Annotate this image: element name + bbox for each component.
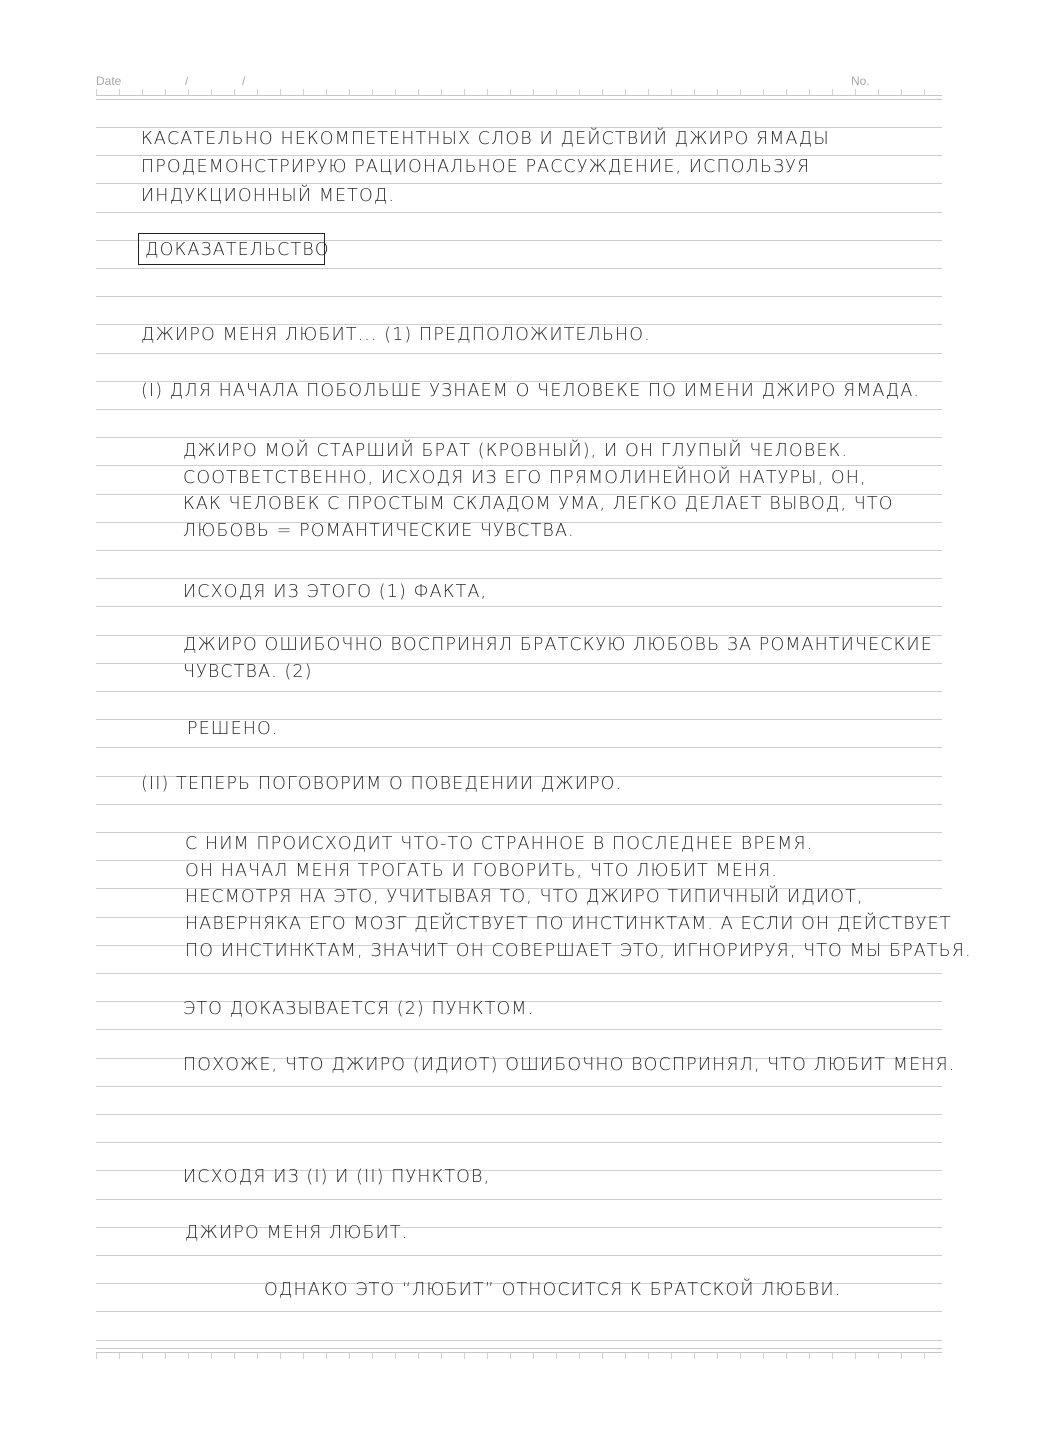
ruler-tick — [510, 1353, 511, 1359]
ruled-line — [96, 606, 942, 607]
part1-premise: ИСХОДЯ ИЗ ЭТОГО (1) ФАКТА, — [183, 582, 488, 602]
ruled-line — [96, 804, 942, 805]
part1-solved: РЕШЕНО. — [187, 719, 279, 739]
date-label: Date — [96, 74, 122, 88]
part1-conclusion-line: ДЖИРО ОШИБОЧНО ВОСПРИНЯЛ БРАТСКУЮ ЛЮБОВЬ ЗА РОМАНТИЧЕСКИЕ — [183, 635, 933, 655]
part1-paragraph-line: ДЖИРО МОЙ СТАРШИЙ БРАТ (КРОВНЫЙ), И ОН ГЛУПЫЙ ЧЕЛОВЕК. — [183, 441, 849, 461]
ruled-line — [96, 1142, 942, 1143]
ruler-tick — [326, 1353, 327, 1359]
ruler-tick — [165, 1353, 166, 1359]
ruler-tick — [832, 1353, 833, 1359]
ruled-line — [96, 127, 942, 128]
ruled-line — [96, 155, 942, 156]
ruled-line — [96, 747, 942, 748]
intro-line: ИНДУКЦИОННЫЙ МЕТОД. — [141, 186, 396, 206]
ruled-line — [96, 832, 942, 833]
ruler-tick — [418, 1353, 419, 1359]
date-separator: / — [185, 74, 189, 88]
part2-paragraph-line: С НИМ ПРОИСХОДИТ ЧТО-ТО СТРАННОЕ В ПОСЛЕДНЕЕ ВРЕМЯ. — [185, 834, 814, 854]
ruled-line — [96, 1311, 942, 1312]
ruled-line — [96, 212, 942, 213]
header-rule — [96, 95, 942, 96]
ruler-tick — [579, 1353, 580, 1359]
ruler-tick — [441, 1353, 442, 1359]
header-rule — [96, 99, 942, 100]
ruler-tick — [280, 1353, 281, 1359]
part1-paragraph-line: СООТВЕТСТВЕННО, ИСХОДЯ ИЗ ЕГО ПРЯМОЛИНЕЙНОЙ НАТУРЫ, ОН, — [183, 468, 867, 488]
ruler-tick — [809, 1353, 810, 1359]
part2-paragraph-line: ОН НАЧАЛ МЕНЯ ТРОГАТЬ И ГОВОРИТЬ, ЧТО ЛЮБИТ МЕНЯ. — [185, 861, 779, 881]
final-premise: ИСХОДЯ ИЗ (I) И (II) ПУНКТОВ, — [183, 1167, 491, 1187]
ruled-line — [96, 1340, 942, 1341]
proof-title: ДОКАЗАТЕЛЬСТВО — [145, 240, 330, 260]
part1-conclusion-line: ЧУВСТВА. (2) — [183, 662, 313, 682]
ruler-tick — [648, 1353, 649, 1359]
ruler-tick — [671, 1353, 672, 1359]
ruler-tick — [786, 1353, 787, 1359]
ruler-tick — [188, 1353, 189, 1359]
footer-rule — [96, 1348, 942, 1349]
ruled-line — [96, 409, 942, 410]
intro-line: КАСАТЕЛЬНО НЕКОМПЕТЕНТНЫХ СЛОВ И ДЕЙСТВИЙ ДЖИРО ЯМАДЫ — [141, 129, 830, 149]
ruled-line — [96, 353, 942, 354]
ruler-tick — [96, 1353, 97, 1359]
ruler-tick — [717, 1353, 718, 1359]
ruled-line — [96, 437, 942, 438]
ruler-tick — [763, 1353, 764, 1359]
part2-paragraph-line: НАВЕРНЯКА ЕГО МОЗГ ДЕЙСТВУЕТ ПО ИНСТИНКТАМ. А ЕСЛИ ОН ДЕЙСТВУЕТ — [185, 914, 952, 934]
ruler-tick — [349, 1353, 350, 1359]
part1-paragraph-line: ЛЮБОВЬ = РОМАНТИЧЕСКИЕ ЧУВСТВА. — [183, 521, 575, 541]
date-separator: / — [242, 74, 246, 88]
ruler-tick — [487, 1353, 488, 1359]
part2-paragraph-line: ПО ИНСТИНКТАМ, ЗНАЧИТ ОН СОВЕРШАЕТ ЭТО, ИГНОРИРУЯ, ЧТО МЫ БРАТЬЯ. — [185, 941, 972, 961]
ruled-line — [96, 1114, 942, 1115]
ruled-line — [96, 550, 942, 551]
ruler-tick — [855, 1353, 856, 1359]
ruler-tick — [257, 1353, 258, 1359]
ruler-tick — [625, 1353, 626, 1359]
ruler-tick — [533, 1353, 534, 1359]
ruler-tick — [372, 1353, 373, 1359]
thesis: ДЖИРО МЕНЯ ЛЮБИТ... (1) ПРЕДПОЛОЖИТЕЛЬНО. — [141, 325, 651, 345]
ruler-tick — [556, 1353, 557, 1359]
part1-heading: (I) ДЛЯ НАЧАЛА ПОБОЛЬШЕ УЗНАЕМ О ЧЕЛОВЕКЕ ПО ИМЕНИ ДЖИРО ЯМАДА. — [141, 381, 921, 401]
part2-heading: (II) ТЕПЕРЬ ПОГОВОРИМ О ПОВЕДЕНИИ ДЖИРО. — [141, 774, 623, 794]
ruled-line — [96, 1199, 942, 1200]
ruler-tick — [142, 1353, 143, 1359]
part1-paragraph-line: КАК ЧЕЛОВЕК С ПРОСТЫМ СКЛАДОМ УМА, ЛЕГКО ДЕЛАЕТ ВЫВОД, ЧТО — [183, 494, 894, 514]
ruled-line — [96, 296, 942, 297]
ruler-tick — [924, 1353, 925, 1359]
ruler-tick — [901, 1353, 902, 1359]
ruled-line — [96, 1086, 942, 1087]
ruled-line — [96, 578, 942, 579]
ruler-tick — [694, 1353, 695, 1359]
ruled-line — [96, 1029, 942, 1030]
ruled-line — [96, 183, 942, 184]
ruled-line — [96, 465, 942, 466]
ruled-line — [96, 268, 942, 269]
intro-line: ПРОДЕМОНСТРИРУЮ РАЦИОНАЛЬНОЕ РАССУЖДЕНИЕ, ИСПОЛЬЗУЯ — [141, 157, 811, 177]
ruled-line — [96, 1255, 942, 1256]
part2-paragraph-line: НЕСМОТРЯ НА ЭТО, УЧИТЫВАЯ ТО, ЧТО ДЖИРО ТИПИЧНЫЙ ИДИОТ, — [185, 887, 864, 907]
final-result: ДЖИРО МЕНЯ ЛЮБИТ. — [185, 1223, 409, 1243]
ruled-line — [96, 973, 942, 974]
ruler-tick — [234, 1353, 235, 1359]
ruler-tick — [395, 1353, 396, 1359]
footer-ruler — [96, 1353, 942, 1359]
ruler-tick — [740, 1353, 741, 1359]
final-note: ОДНАКО ЭТО “ЛЮБИТ” ОТНОСИТСЯ К БРАТСКОЙ ЛЮБВИ. — [264, 1280, 842, 1300]
ruler-tick — [211, 1353, 212, 1359]
ruler-tick — [878, 1353, 879, 1359]
number-label: No. — [851, 74, 870, 88]
ruler-tick — [602, 1353, 603, 1359]
ruler-tick — [464, 1353, 465, 1359]
part2-proof-ref: ЭТО ДОКАЗЫВАЕТСЯ (2) ПУНКТОМ. — [183, 999, 535, 1019]
part2-conclusion: ПОХОЖЕ, ЧТО ДЖИРО (ИДИОТ) ОШИБОЧНО ВОСПРИНЯЛ, ЧТО ЛЮБИТ МЕНЯ. — [183, 1055, 956, 1075]
ruler-tick — [303, 1353, 304, 1359]
ruler-tick — [119, 1353, 120, 1359]
ruled-line — [96, 691, 942, 692]
